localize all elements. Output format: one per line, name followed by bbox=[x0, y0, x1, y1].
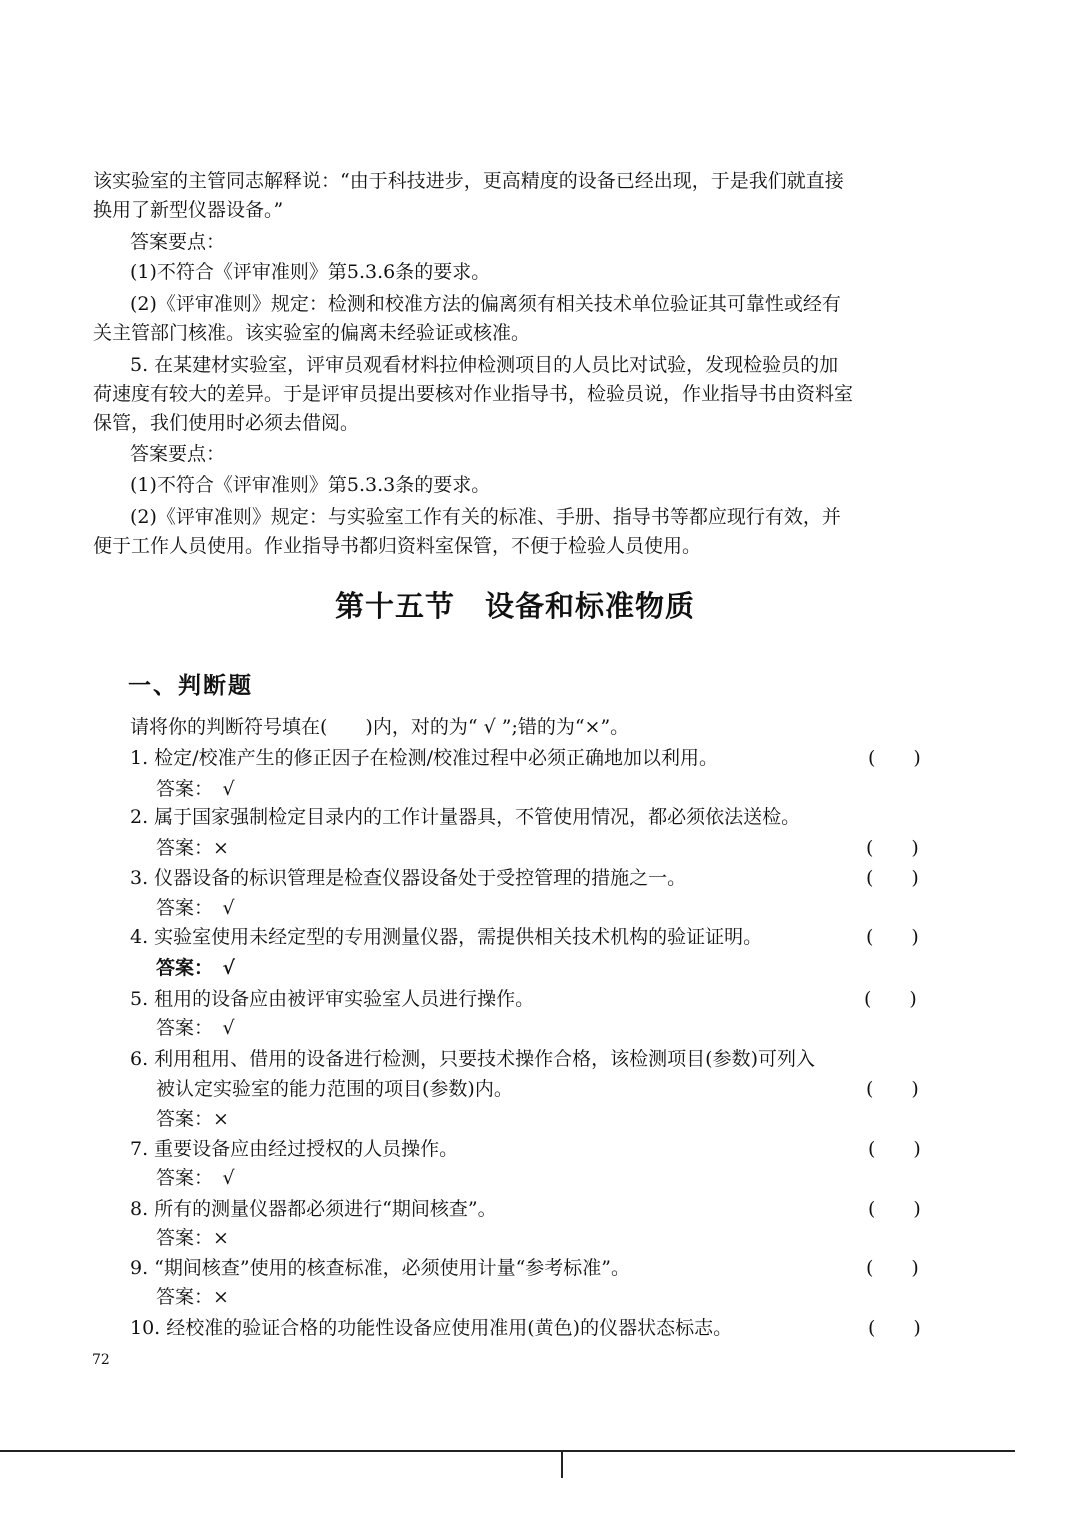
answer-2: 答案：× bbox=[156, 837, 229, 859]
answer-blank-7: ( ) bbox=[868, 1138, 921, 1160]
answer-blank-9: ( ) bbox=[866, 1257, 919, 1279]
question-6: 6. 利用租用、借用的设备进行检测，只要技术操作合格，该检测项目(参数)可列入 bbox=[130, 1048, 815, 1070]
question-8: 8. 所有的测量仪器都必须进行“期间核查”。 bbox=[130, 1198, 497, 1220]
answer-blank-6: ( ) bbox=[866, 1078, 919, 1100]
intro-point-2a: (2)《评审准则》规定：检测和校准方法的偏离须有相关技术单位验证其可靠性或经有 bbox=[130, 293, 841, 315]
case5-line-2: 荷速度有较大的差异。于是评审员提出要核对作业指导书，检验员说，作业指导书由资料室 bbox=[93, 383, 854, 405]
intro-point-2b: 关主管部门核准。该实验室的偏离未经验证或核准。 bbox=[93, 322, 531, 344]
question-2: 2. 属于国家强制检定目录内的工作计量器具，不管使用情况，都必须依法送检。 bbox=[130, 806, 801, 828]
answer-8: 答案：× bbox=[156, 1227, 229, 1249]
answer-blank-2: ( ) bbox=[866, 837, 919, 859]
footer-rule bbox=[0, 1450, 1015, 1452]
answer-blank-5: ( ) bbox=[864, 988, 917, 1010]
answer-1: 答案： √ bbox=[156, 778, 235, 800]
answer-blank-10: ( ) bbox=[868, 1317, 921, 1339]
question-10: 10. 经校准的验证合格的功能性设备应使用准用(黄色)的仪器状态标志。 bbox=[130, 1317, 733, 1339]
answer-5: 答案： √ bbox=[156, 1017, 235, 1039]
answer-4: 答案： √ bbox=[156, 957, 235, 979]
question-7: 7. 重要设备应由经过授权的人员操作。 bbox=[130, 1138, 459, 1160]
case5-point-2b: 便于工作人员使用。作业指导书都归资料室保管，不便于检验人员使用。 bbox=[93, 535, 702, 557]
instruction-line: 请将你的判断符号填在( )内，对的为“ √ ”;错的为“×”。 bbox=[130, 716, 630, 738]
question-3: 3. 仪器设备的标识管理是检查仪器设备处于受控管理的措施之一。 bbox=[130, 867, 687, 889]
answer-3: 答案： √ bbox=[156, 897, 235, 919]
answer-7: 答案： √ bbox=[156, 1167, 235, 1189]
intro-point-1: (1)不符合《评审准则》第5.3.6条的要求。 bbox=[130, 261, 491, 283]
case5-point-2a: (2)《评审准则》规定：与实验室工作有关的标准、手册、指导书等都应现行有效，并 bbox=[130, 506, 841, 528]
question-1: 1. 检定/校准产生的修正因子在检测/校准过程中必须正确地加以利用。 bbox=[130, 747, 718, 769]
answer-blank-4: ( ) bbox=[866, 926, 919, 948]
intro-answer-label: 答案要点： bbox=[130, 231, 226, 253]
question-4: 4. 实验室使用未经定型的专用测量仪器，需提供相关技术机构的验证证明。 bbox=[130, 926, 763, 948]
section-title: 第十五节 设备和标准物质 bbox=[334, 589, 695, 623]
case5-answer-label: 答案要点： bbox=[130, 443, 226, 465]
question-5: 5. 租用的设备应由被评审实验室人员进行操作。 bbox=[130, 988, 535, 1010]
case5-line-1: 5. 在某建材实验室，评审员观看材料拉伸检测项目的人员比对试验，发现检验员的加 bbox=[130, 354, 839, 376]
page-number: 72 bbox=[92, 1352, 110, 1368]
intro-line-1: 该实验室的主管同志解释说：“由于科技进步，更高精度的设备已经出现，于是我们就直接 bbox=[93, 170, 844, 192]
footer-center-tick bbox=[561, 1450, 563, 1478]
answer-blank-3: ( ) bbox=[866, 867, 919, 889]
question-9: 9. “期间核查”使用的核查标准，必须使用计量“参考标准”。 bbox=[130, 1257, 631, 1279]
answer-blank-8: ( ) bbox=[868, 1198, 921, 1220]
case5-point-1: (1)不符合《评审准则》第5.3.3条的要求。 bbox=[130, 474, 491, 496]
part-heading: 一、判断题 bbox=[128, 673, 253, 699]
case5-line-3: 保管，我们使用时必须去借阅。 bbox=[93, 412, 360, 434]
question-6-cont: 被认定实验室的能力范围的项目(参数)内。 bbox=[156, 1078, 513, 1100]
answer-blank-1: ( ) bbox=[868, 747, 921, 769]
answer-9: 答案：× bbox=[156, 1286, 229, 1308]
intro-line-2: 换用了新型仪器设备。” bbox=[93, 199, 284, 221]
answer-6: 答案：× bbox=[156, 1108, 229, 1130]
